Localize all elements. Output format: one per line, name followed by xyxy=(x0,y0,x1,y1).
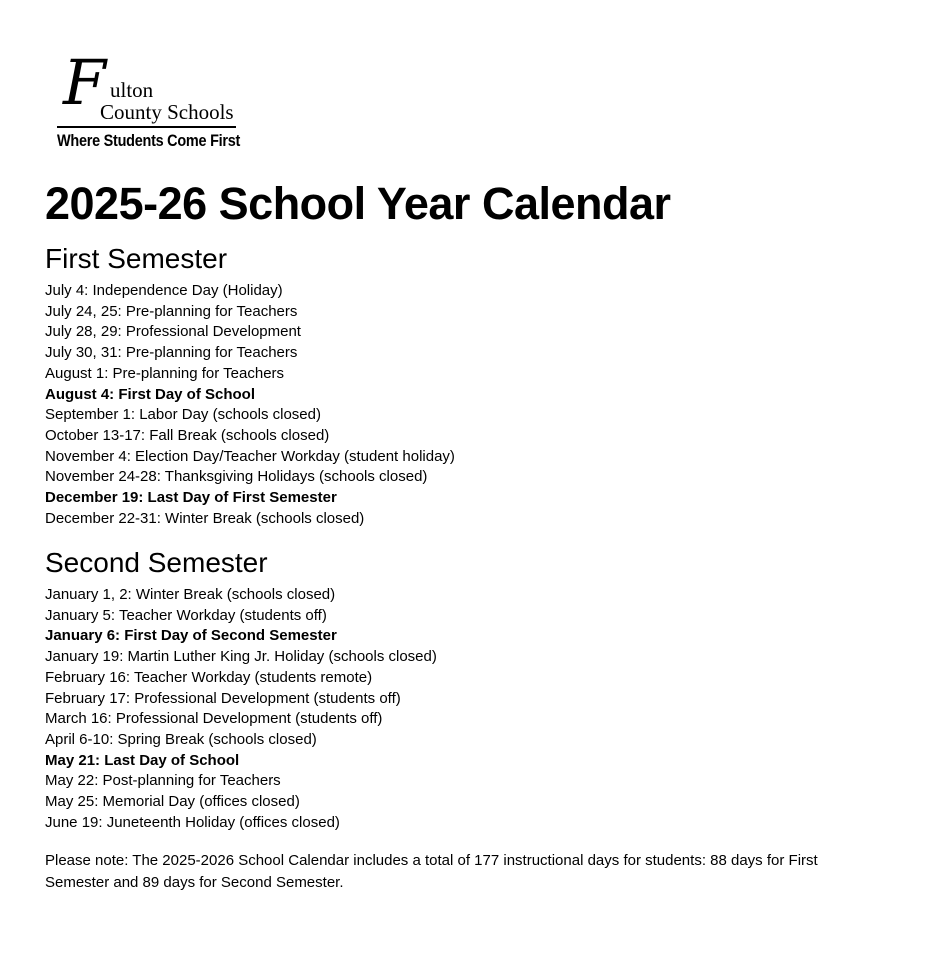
calendar-item: June 19: Juneteenth Holiday (offices closed) xyxy=(45,813,340,831)
calendar-item: August 4: First Day of School xyxy=(45,385,256,403)
calendar-item: December 19: Last Day of First Semester xyxy=(45,489,337,507)
calendar-item: February 17: Professional Development (students off) xyxy=(45,689,401,707)
calendar-item: January 6: First Day of Second Semester xyxy=(45,627,337,645)
calendar-item: November 24-28: Thanksgiving Holidays (schools closed) xyxy=(45,468,428,486)
note-text: Please note: The 2025-2026 School Calendar includes a total of 177 instructional days for students: 88 days for First Semester and 89 days for Second Semester. xyxy=(45,852,818,891)
logo-county-schools-text: County Schools xyxy=(100,100,234,124)
first-semester-list xyxy=(45,281,455,529)
logo-script-f: F xyxy=(63,46,107,119)
second-semester-heading: Second Semester xyxy=(45,547,268,578)
calendar-item: May 21: Last Day of School xyxy=(45,751,240,769)
calendar-item: January 5: Teacher Workday (students off) xyxy=(45,606,327,624)
calendar-item: September 1: Labor Day (schools closed) xyxy=(45,406,321,424)
calendar-item: February 16: Teacher Workday (students remote) xyxy=(45,668,373,686)
second-semester-list xyxy=(45,585,437,833)
logo-ulton-text: ulton xyxy=(110,78,154,102)
calendar-item: October 13-17: Fall Break (schools closed) xyxy=(45,426,330,444)
calendar-item: December 22-31: Winter Break (schools closed) xyxy=(45,509,365,527)
calendar-item: July 4: Independence Day (Holiday) xyxy=(45,282,283,299)
calendar-item: July 30, 31: Pre-planning for Teachers xyxy=(45,344,298,362)
calendar-item: April 6-10: Spring Break (schools closed) xyxy=(45,730,317,748)
calendar-item: January 1, 2: Winter Break (schools closed) xyxy=(45,586,336,603)
calendar-item: July 28, 29: Professional Development xyxy=(45,323,301,341)
calendar-item: January 19: Martin Luther King Jr. Holiday (schools closed) xyxy=(45,648,437,666)
calendar-item: November 4: Election Day/Teacher Workday (student holiday) xyxy=(45,447,455,465)
page-title: 2025-26 School Year Calendar xyxy=(45,178,671,229)
calendar-item: May 25: Memorial Day (offices closed) xyxy=(45,793,300,811)
calendar-item: August 1: Pre-planning for Teachers xyxy=(45,364,285,382)
logo-divider-line xyxy=(57,126,236,128)
first-semester-heading: First Semester xyxy=(45,243,228,274)
calendar-item: July 24, 25: Pre-planning for Teachers xyxy=(45,302,298,320)
logo-tagline: Where Students Come First xyxy=(57,131,241,150)
calendar-item: May 22: Post-planning for Teachers xyxy=(45,772,281,790)
fulton-county-schools-logo xyxy=(57,46,242,152)
calendar-item: March 16: Professional Development (students off) xyxy=(45,710,383,728)
